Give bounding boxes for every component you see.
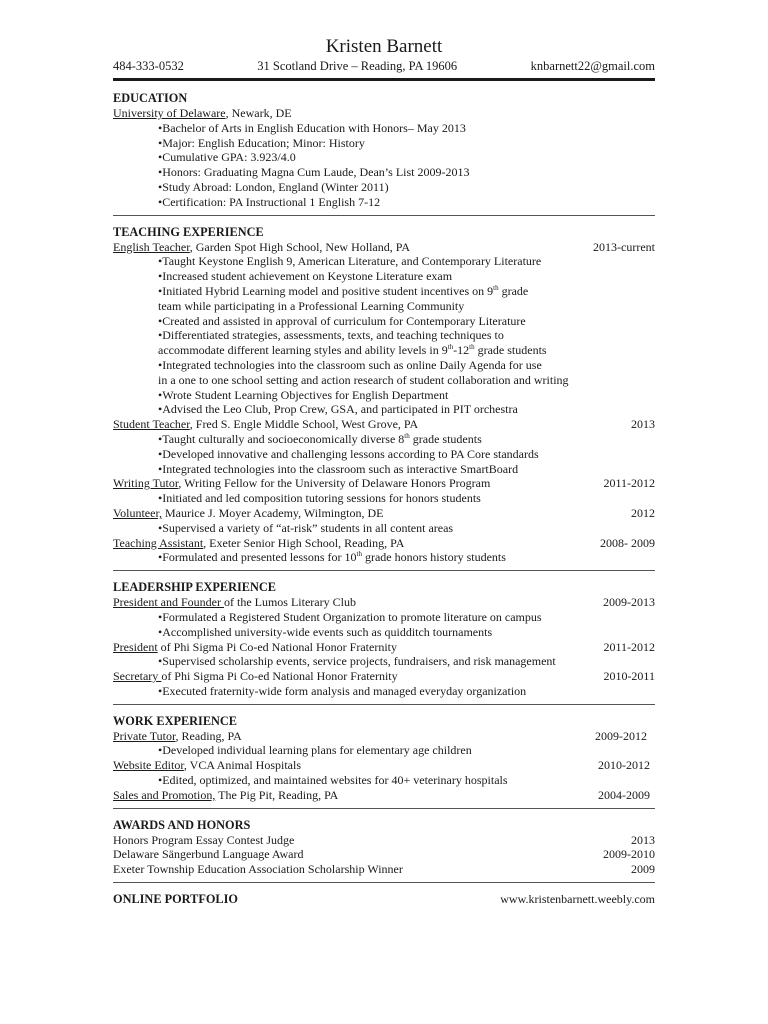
job-heading (113, 640, 655, 655)
job-bullet: •Increased student achievement on Keystone Literature exam (158, 269, 453, 284)
ordinal-suffix: th (493, 283, 499, 292)
job-role: Secretary (113, 669, 162, 684)
job-bullet: •Differentiated strategies, assessments, texts, and teaching techniques to (158, 328, 504, 343)
job-bullet (158, 432, 655, 447)
school-location: , Newark, DE (225, 106, 292, 120)
job-bullet: •Taught Keystone English 9, American Literature, and Contemporary Literature (158, 254, 542, 269)
portfolio-url[interactable]: www.kristenbarnett.weebly.com (500, 892, 655, 907)
work-title: WORK EXPERIENCE (113, 713, 238, 728)
job-org: , Fred S. Engle Middle School, West Grove, PA (189, 417, 419, 432)
job-dates: 2010-2012 (598, 758, 650, 773)
section-divider (113, 704, 655, 705)
job-role: President (113, 639, 158, 654)
job-org: , Exeter Senior High School, Reading, PA (203, 535, 405, 550)
street-address: 31 Scotland Drive – Reading, PA 19606 (257, 59, 458, 73)
job-dates: 2004-2009 (598, 787, 650, 802)
job-bullet: •Executed fraternity-wide form analysis and managed everyday organization (158, 683, 527, 698)
job-org: , Garden Spot High School, New Holland, PA (189, 239, 410, 254)
job-dates: 2010-2011 (603, 669, 655, 684)
bullet-text: accommodate different learning styles and ability levels in 9 (158, 343, 448, 358)
bullet-text: -12 (453, 343, 470, 358)
section-divider (113, 570, 655, 571)
job-role: Website Editor (113, 758, 184, 773)
job-role: Private Tutor (113, 728, 176, 743)
bullet-text: •Taught culturally and socioeconomically diverse 8 (158, 431, 405, 446)
education-bullet: •Honors: Graduating Magna Cum Laude, Dean’s List 2009-2013 (158, 165, 470, 180)
school-name: University of Delaware (113, 106, 226, 120)
job-bullet: •Supervised scholarship events, service projects, fundraisers, and risk management (158, 654, 556, 669)
job-role: English Teacher (113, 239, 190, 254)
job-heading (113, 669, 655, 684)
job-heading (113, 729, 655, 744)
resume-content (113, 91, 655, 907)
bullet-text: grade students (474, 343, 547, 358)
education-school-line (113, 106, 655, 121)
job-bullet: •Developed innovative and challenging lessons according to PA Core standards (158, 446, 539, 461)
job-bullet-continuation (158, 343, 655, 358)
email-address: knbarnett22@gmail.com (530, 59, 655, 73)
job-org: The Pig Pit, Reading, PA (215, 787, 339, 802)
job-org: of the Lumos Literary Club (223, 595, 356, 610)
ordinal-suffix: th (469, 343, 475, 352)
award-dates: 2009 (631, 862, 655, 877)
awards-title: AWARDS AND HONORS (113, 817, 251, 832)
education-title: EDUCATION (113, 91, 188, 105)
job-role: Volunteer, (113, 505, 162, 520)
job-bullet: •Edited, optimized, and maintained websites for 40+ veterinary hospitals (158, 773, 508, 788)
award-name: Honors Program Essay Contest Judge (113, 832, 295, 847)
job-role: Writing Tutor (113, 476, 179, 491)
job-org: Maurice J. Moyer Academy, Wilmington, DE (161, 505, 384, 520)
ordinal-suffix: th (404, 431, 410, 440)
ordinal-suffix: th (356, 550, 362, 559)
job-org: , Writing Fellow for the University of Delaware Honors Program (178, 476, 491, 491)
award-row (113, 833, 655, 848)
award-row (113, 862, 655, 877)
job-bullet: •Formulated a Registered Student Organization to promote literature on campus (158, 609, 542, 624)
job-org: of Phi Sigma Pi Co-ed National Honor Fraternity (161, 669, 398, 684)
phone-number: 484-333-0532 (113, 59, 184, 73)
job-bullet: •Initiated and led composition tutoring sessions for honors students (158, 491, 481, 506)
teaching-title: TEACHING EXPERIENCE (113, 224, 264, 239)
job-bullet: •Created and assisted in approval of curriculum for Contemporary Literature (158, 313, 526, 328)
portfolio-section (113, 892, 655, 907)
leadership-title: LEADERSHIP EXPERIENCE (113, 580, 276, 595)
job-bullet-continuation: in a one to one school setting and action research of student collaboration and writing (158, 372, 569, 387)
ordinal-suffix: th (447, 343, 454, 352)
bullet-text: grade honors history students (361, 550, 506, 565)
job-bullet: •Wrote Student Learning Objectives for English Department (158, 387, 449, 402)
job-bullet (158, 550, 655, 565)
section-divider (113, 215, 655, 216)
job-heading (113, 417, 655, 432)
award-name: Exeter Township Education Association Scholarship Winner (113, 862, 403, 877)
job-bullet-continuation: team while participating in a Professional Learning Community (158, 298, 465, 313)
job-heading (113, 788, 655, 803)
resume-name: Kristen Barnett (325, 36, 443, 57)
education-bullet: •Cumulative GPA: 3.923/4.0 (158, 150, 296, 165)
job-role: Teaching Assistant (113, 535, 204, 550)
job-bullet: •Supervised a variety of “at-risk” students in all content areas (158, 520, 454, 535)
job-heading (113, 595, 655, 610)
contact-line (113, 58, 655, 74)
job-dates: 2009-2013 (603, 595, 655, 610)
section-divider (113, 882, 655, 883)
education-bullet: •Major: English Education; Minor: History (158, 135, 365, 150)
education-bullet: •Certification: PA Instructional 1 English 7-12 (158, 194, 381, 209)
job-org: , VCA Animal Hospitals (183, 758, 301, 773)
job-dates: 2013-current (593, 239, 655, 254)
job-dates: 2011-2012 (603, 639, 655, 654)
award-name: Delaware Sängerbund Language Award (113, 847, 304, 862)
job-heading (113, 536, 655, 551)
job-role: Sales and Promotion, (113, 787, 216, 802)
education-bullet: •Bachelor of Arts in English Education with Honors– May 2013 (158, 120, 466, 135)
job-bullet: •Accomplished university-wide events such as quidditch tournaments (158, 624, 493, 639)
job-dates: 2013 (631, 417, 655, 432)
leadership-section (113, 580, 655, 705)
job-role: Student Teacher (113, 417, 190, 432)
section-divider (113, 808, 655, 809)
award-dates: 2009-2010 (603, 847, 655, 862)
job-heading (113, 506, 655, 521)
education-section (113, 91, 655, 216)
job-dates: 2009-2012 (595, 728, 647, 743)
bullet-text: •Initiated Hybrid Learning model and positive student incentives on 9 (158, 283, 494, 298)
job-heading (113, 476, 655, 491)
job-bullet: •Developed individual learning plans for elementary age children (158, 743, 472, 758)
job-org: , Reading, PA (175, 728, 242, 743)
job-bullet: •Integrated technologies into the classroom such as interactive SmartBoard (158, 461, 519, 476)
portfolio-title: ONLINE PORTFOLIO (113, 892, 238, 907)
job-bullet: •Integrated technologies into the classroom such as online Daily Agenda for use (158, 357, 542, 372)
bullet-text: •Formulated and presented lessons for 10 (158, 550, 357, 565)
job-heading (113, 758, 655, 773)
work-section (113, 714, 655, 809)
award-dates: 2013 (631, 832, 655, 847)
teaching-section (113, 225, 655, 572)
job-dates: 2008- 2009 (600, 535, 655, 550)
job-dates: 2012 (631, 505, 655, 520)
job-role: President and Founder (113, 595, 224, 610)
bullet-text: grade students (409, 431, 482, 446)
job-dates: 2011-2012 (603, 476, 655, 491)
award-row (113, 847, 655, 862)
job-heading (113, 240, 655, 255)
job-bullet (158, 284, 655, 299)
job-bullet: •Advised the Leo Club, Prop Crew, GSA, and participated in PIT orchestra (158, 402, 518, 417)
header-divider (113, 78, 655, 81)
job-org: of Phi Sigma Pi Co-ed National Honor Fraternity (157, 639, 397, 654)
awards-section (113, 818, 655, 883)
bullet-text: grade (498, 283, 529, 298)
education-bullet: •Study Abroad: London, England (Winter 2011) (158, 179, 389, 194)
